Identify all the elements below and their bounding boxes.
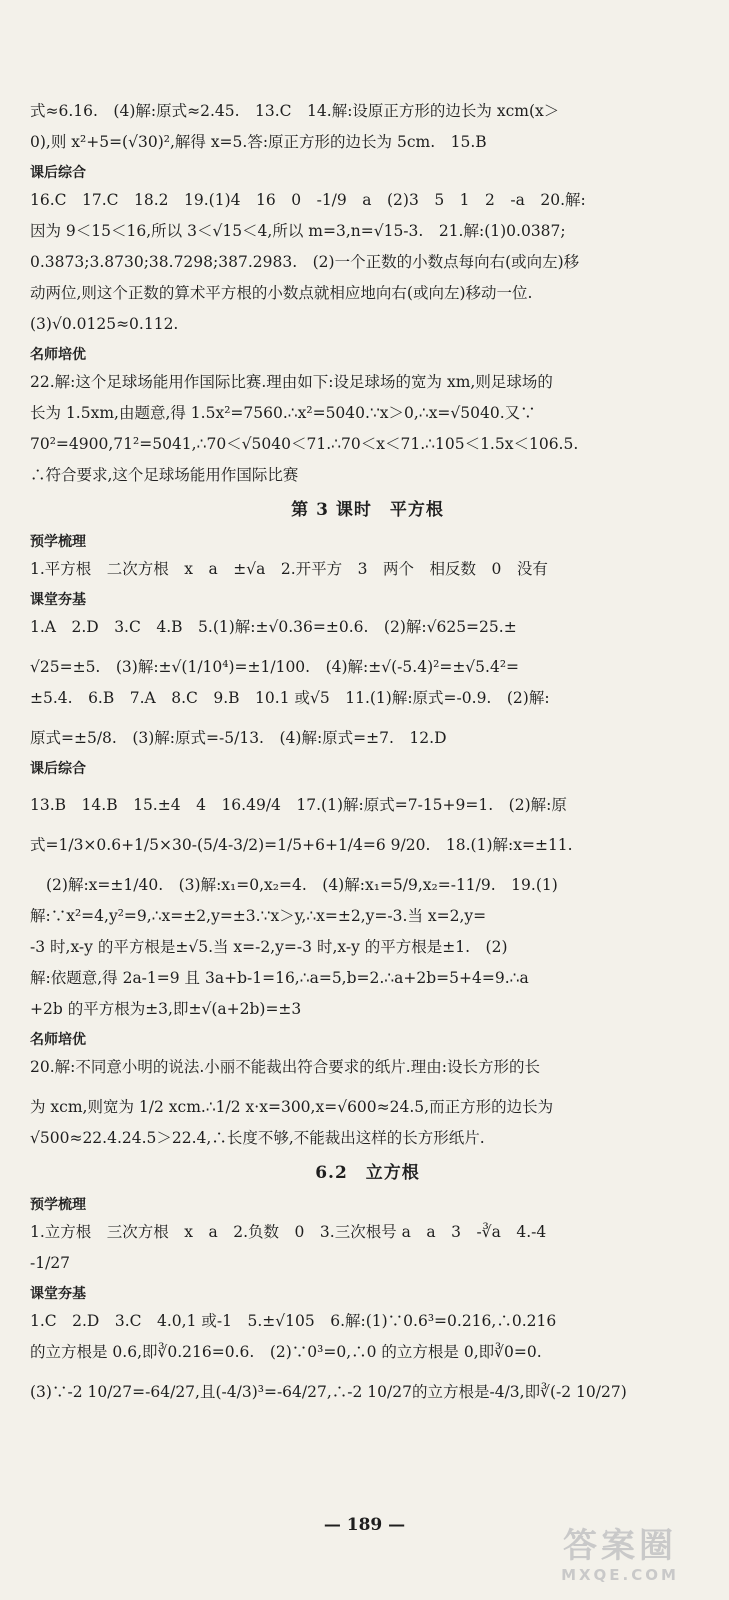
answer-line: 13.B 14.B 15.±4 4 16.49/4 17.(1)解:原式=7-15+9=1. (2)解:原 — [30, 796, 567, 814]
answer-line: -3 时,x-y 的平方根是±√5.当 x=-2,y=-3 时,x-y 的平方根是±1. (2) — [30, 938, 508, 956]
answer-line: 式=1/3×0.6+1/5×30-(5/4-3/2)=1/5+6+1/4=6 9/20. 18.(1)解:x=±11. — [30, 836, 573, 854]
answer-line: (3)∵-2 10/27=-64/27,且(-4/3)³=-64/27,∴-2 10/27的立方根是-4/3,即∛(-2 10/27) — [30, 1383, 627, 1401]
answer-page — [30, 100, 705, 1412]
answer-line: 长为 1.5xm,由题意,得 1.5x²=7560.∴x²=5040.∵x＞0,∴x=√5040.又∵ — [30, 404, 536, 422]
answer-line: 1.平方根 二次方根 x a ±√a 2.开平方 3 两个 相反数 0 没有 — [30, 560, 548, 578]
answer-line: +2b 的平方根为±3,即±√(a+2b)=±3 — [30, 1000, 302, 1018]
answer-line: 为 xcm,则宽为 1/2 xcm.∴1/2 x·x=300,x=√600≈24.5,而正方形的边长为 — [30, 1098, 554, 1116]
section-heading: 课堂夯基 — [30, 1286, 86, 1302]
answer-line: -1/27 — [30, 1254, 71, 1272]
section-heading: 课后综合 — [30, 761, 86, 777]
answer-line: 70²=4900,71²=5041,∴70＜√5040＜71.∴70＜x＜71.∴105＜1.5x＜106.5. — [30, 435, 579, 453]
lesson-title: 6.2 立方根 — [315, 1163, 420, 1183]
answer-line: 动两位,则这个正数的算术平方根的小数点就相应地向右(或向左)移动一位. — [30, 284, 533, 302]
answer-line: √500≈22.4.24.5＞22.4,∴长度不够,不能裁出这样的长方形纸片. — [30, 1129, 485, 1147]
section-heading: 名师培优 — [30, 1032, 86, 1048]
answer-line: 式≈6.16. (4)解:原式≈2.45. 13.C 14.解:设原正方形的边长为 xcm(x＞ — [30, 102, 560, 120]
lesson-title: 第 3 课时 平方根 — [291, 500, 444, 520]
answer-line: (2)解:x=±1/40. (3)解:x₁=0,x₂=4. (4)解:x₁=5/9,x₂=-11/9. 19.(1) — [46, 876, 558, 894]
answer-line: 16.C 17.C 18.2 19.(1)4 16 0 -1/9 a (2)3 5 1 2 -a 20.解: — [30, 191, 586, 209]
answer-line: ∴符合要求,这个足球场能用作国际比赛 — [30, 466, 299, 484]
section-heading: 名师培优 — [30, 347, 86, 363]
answer-line: 解:依题意,得 2a-1=9 且 3a+b-1=16,∴a=5,b=2.∴a+2b=5+4=9.∴a — [30, 969, 529, 987]
answer-line: 20.解:不同意小明的说法.小丽不能裁出符合要求的纸片.理由:设长方形的长 — [30, 1058, 540, 1076]
section-heading: 课堂夯基 — [30, 592, 86, 608]
answer-line: (3)√0.0125≈0.112. — [30, 315, 179, 333]
answer-line: 因为 9＜15＜16,所以 3＜√15＜4,所以 m=3,n=√15-3. 21.解:(1)0.0387; — [30, 222, 566, 240]
watermark-main: 答案圈 — [563, 1526, 677, 1566]
answer-line: ±5.4. 6.B 7.A 8.C 9.B 10.1 或√5 11.(1)解:原式=-0.9. (2)解: — [30, 689, 550, 707]
answer-line: 0),则 x²+5=(√30)²,解得 x=5.答:原正方形的边长为 5cm. 15.B — [30, 133, 487, 151]
answer-line: 1.C 2.D 3.C 4.0,1 或-1 5.±√105 6.解:(1)∵0.6³=0.216,∴0.216 — [30, 1312, 557, 1330]
section-heading: 预学梳理 — [30, 534, 86, 550]
answer-line: 1.A 2.D 3.C 4.B 5.(1)解:±√0.36=±0.6. (2)解:√625=25.± — [30, 618, 517, 636]
answer-line: 22.解:这个足球场能用作国际比赛.理由如下:设足球场的宽为 xm,则足球场的 — [30, 373, 553, 391]
answer-line: 0.3873;3.8730;38.7298;387.2983. (2)一个正数的小数点每向右(或向左)移 — [30, 253, 580, 271]
answer-line: √25=±5. (3)解:±√(1/10⁴)=±1/100. (4)解:±√(-5.4)²=±√5.4²= — [30, 658, 520, 676]
page-number: — 189 — — [323, 1515, 406, 1535]
answer-line: 原式=±5/8. (3)解:原式=-5/13. (4)解:原式=±7. 12.D — [30, 729, 447, 747]
section-heading: 课后综合 — [30, 165, 86, 181]
watermark-sub: MXQE.COM — [561, 1566, 679, 1584]
section-heading: 预学梳理 — [30, 1197, 86, 1213]
watermark-logo — [525, 1526, 715, 1590]
answer-line: 的立方根是 0.6,即∛0.216=0.6. (2)∵0³=0,∴0 的立方根是 0,即∛0=0. — [30, 1343, 542, 1361]
answer-line: 解:∵x²=4,y²=9,∴x=±2,y=±3.∵x＞y,∴x=±2,y=-3.当 x=2,y= — [30, 907, 487, 925]
answer-line: 1.立方根 三次方根 x a 2.负数 0 3.三次根号 a a 3 -∛a 4.-4 — [30, 1223, 547, 1241]
